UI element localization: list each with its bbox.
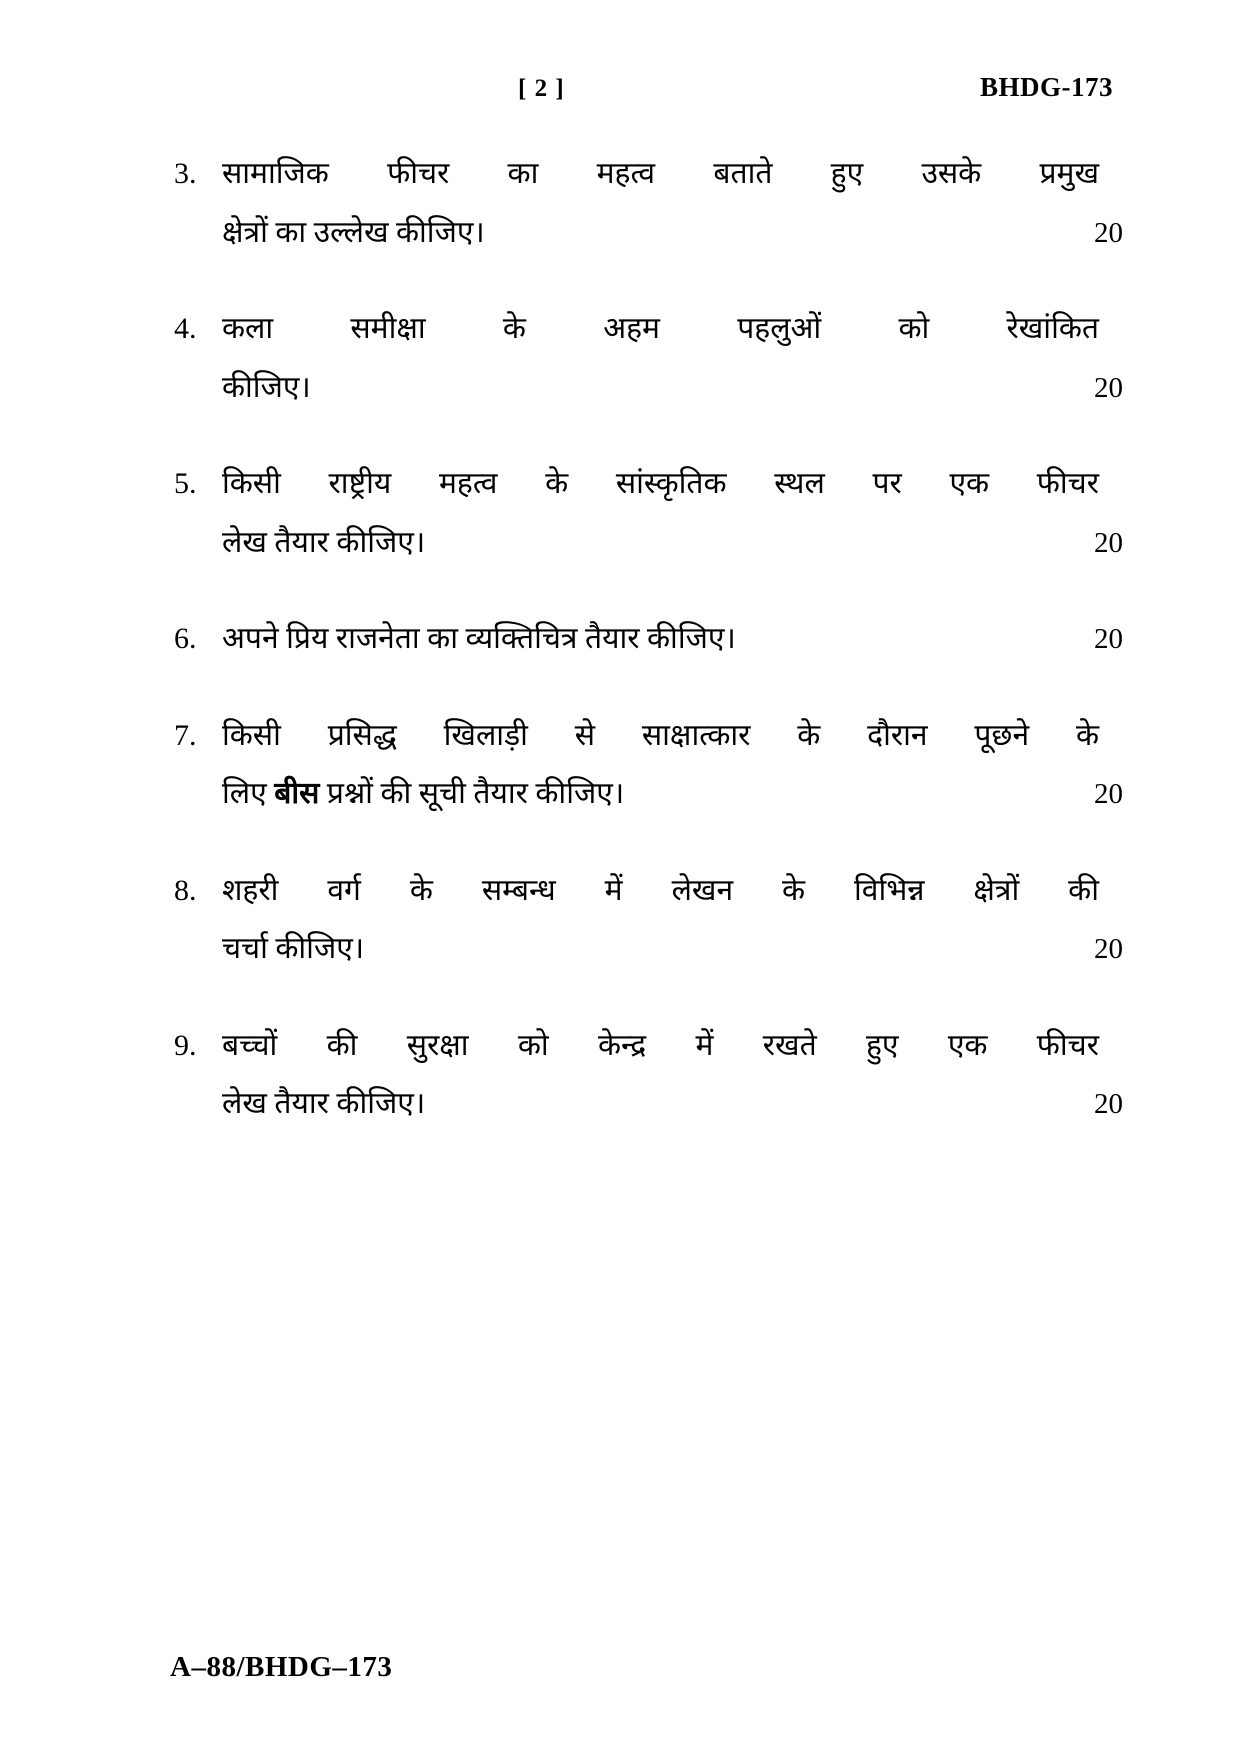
question-text: क्षेत्रों का उल्लेख कीजिए। [222, 215, 485, 249]
question-item [170, 300, 1123, 417]
question-line [222, 862, 1123, 921]
question-line [222, 1075, 1123, 1134]
question-text: किसी प्रसिद्ध खिलाड़ी से साक्षात्कार के दौरान पूछने के [222, 718, 1099, 752]
question-body [222, 300, 1123, 417]
question-body [222, 610, 1123, 669]
question-text: सामाजिक फीचर का महत्व बताते हुए उसके प्रमुख [222, 157, 1099, 190]
question-number: 5. [174, 467, 197, 500]
question-text: अपने प्रिय राजनेता का व्यक्तिचित्र तैयार कीजिए। [222, 622, 736, 655]
question-body [222, 1017, 1123, 1134]
question-number: 9. [174, 1028, 197, 1062]
question-item [170, 610, 1123, 669]
question-marks: 20 [1094, 526, 1123, 559]
question-item [170, 862, 1123, 979]
question-text: लेख तैयार कीजिए। [222, 1087, 426, 1120]
question-item [170, 145, 1123, 262]
question-body [222, 862, 1123, 979]
question-body [222, 707, 1123, 824]
question-text: शहरी वर्ग के सम्बन्ध में लेखन के विभिन्न क्षेत्रों की [222, 873, 1099, 907]
question-text: बच्चों की सुरक्षा को केन्द्र में रखते हुए एक फीचर [222, 1028, 1099, 1062]
paper-code: BHDG-173 [979, 72, 1113, 102]
emphasized-word: बीस [274, 777, 320, 810]
question-body [222, 455, 1123, 572]
question-line [222, 765, 1123, 824]
question-marks: 20 [1094, 933, 1123, 965]
question-line [222, 610, 1123, 669]
question-number: 7. [174, 718, 197, 752]
question-item [170, 455, 1123, 572]
question-line [222, 514, 1123, 573]
page-number: [ 2 ] [518, 75, 565, 102]
question-line [222, 300, 1123, 359]
question-text: कला समीक्षा के अहम पहलुओं को रेखांकित [222, 312, 1099, 345]
question-line [222, 145, 1123, 204]
question-list [170, 145, 1123, 1134]
question-marks: 20 [1094, 216, 1123, 249]
question-item [170, 707, 1123, 824]
question-number: 3. [174, 157, 197, 190]
question-line [222, 1017, 1123, 1076]
question-text: किसी राष्ट्रीय महत्व के सांस्कृतिक स्थल पर एक फीचर [222, 467, 1099, 500]
question-line [222, 359, 1123, 418]
question-text: लिए बीस प्रश्नों की सूची तैयार कीजिए। [222, 777, 625, 810]
question-line [222, 455, 1123, 514]
question-text: कीजिए। [222, 370, 311, 404]
question-marks: 20 [1094, 371, 1123, 404]
question-line [222, 204, 1123, 263]
question-marks: 20 [1094, 623, 1123, 655]
question-body [222, 145, 1123, 262]
footer-code: A–88/BHDG–173 [170, 1651, 393, 1683]
question-marks: 20 [1094, 1088, 1123, 1120]
question-line [222, 707, 1123, 766]
question-marks: 20 [1094, 778, 1123, 810]
question-text: चर्चा कीजिए। [222, 932, 365, 965]
question-item [170, 1017, 1123, 1134]
page-header [170, 72, 1123, 103]
question-text: लेख तैयार कीजिए। [222, 525, 426, 559]
question-line [222, 920, 1123, 979]
question-number: 4. [174, 312, 197, 345]
question-number: 8. [174, 873, 197, 907]
question-number: 6. [174, 622, 197, 655]
